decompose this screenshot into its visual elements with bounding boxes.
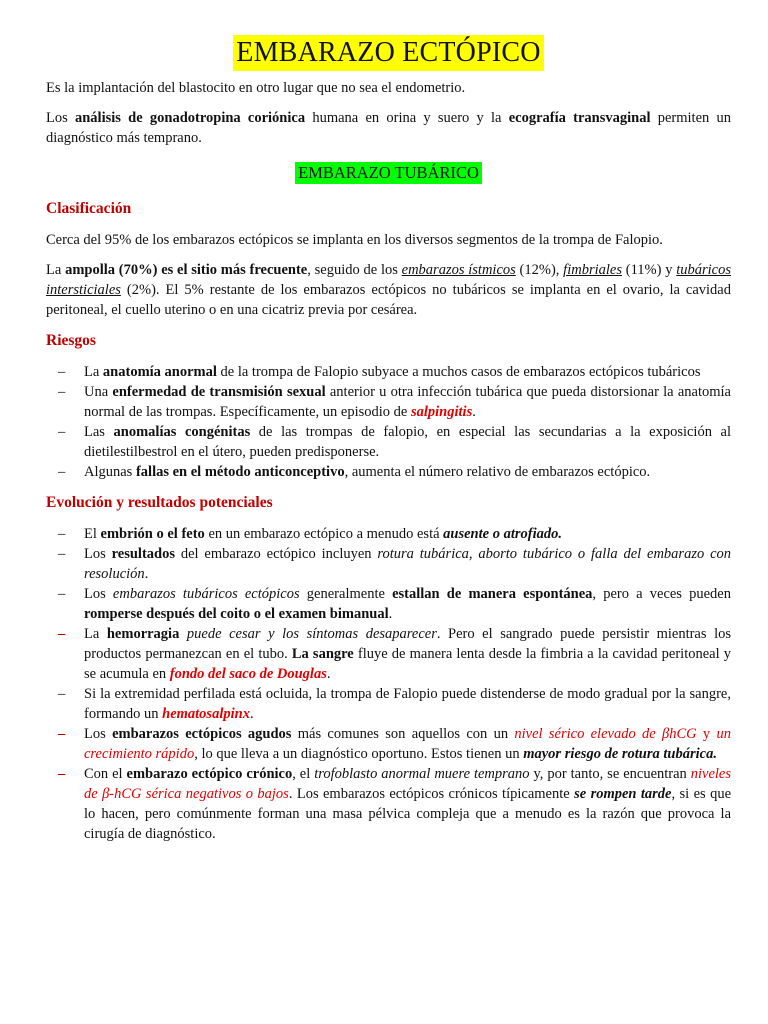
clasificacion-paragraph-2: La ampolla (70%) es el sitio más frecuente, seguido de los embarazos ístmicos (12%), fimbriales (11%) y tubáricos intersticiales (2%). El 5% restante de los embarazos ectópicos no tubáricos se implanta en el ovario, la cavidad peritoneal, el cuello uterino o en una cicatriz previa por cesárea. — [46, 262, 731, 318]
evolucion-list — [46, 524, 731, 844]
clasificacion-paragraph-1: Cerca del 95% de los embarazos ectópicos se implanta en los diversos segmentos de la trompa de Falopio. — [46, 232, 663, 248]
list-item: – Las anomalías congénitas de las trompas de falopio, en especial las secundarias a la exposición al dietilestilbestrol en el útero, pueden predisponerse. — [46, 422, 731, 462]
subtitle-block — [46, 162, 731, 190]
title-block — [46, 30, 731, 72]
heading-riesgos: Riesgos — [46, 332, 96, 349]
list-item: – La anatomía anormal de la trompa de Falopio subyace a muchos casos de embarazos ectópicos tubáricos — [46, 362, 731, 382]
intro-definition: Es la implantación del blastocito en otro lugar que no sea el endometrio. — [46, 80, 466, 96]
section-subtitle: EMBARAZO TUBÁRICO — [295, 162, 482, 184]
list-item: – Los resultados del embarazo ectópico incluyen rotura tubárica, aborto tubárico o falla del embarazo con resolución. — [46, 544, 731, 584]
heading-clasificacion: Clasificación — [46, 200, 132, 217]
riesgos-list — [46, 362, 731, 482]
list-item: – Si la extremidad perfilada está ocluida, la trompa de Falopio puede distenderse de modo gradual por la sangre, formando un hematosalpinx. — [46, 684, 731, 724]
list-item: – Una enfermedad de transmisión sexual anterior u otra infección tubárica que pueda distorsionar la anatomía normal de las trompas. Específicamente, un episodio de salpingitis. — [46, 382, 731, 422]
document-page — [46, 30, 731, 844]
heading-evolucion: Evolución y resultados potenciales — [46, 494, 273, 511]
list-item: – Algunas fallas en el método anticonceptivo, aumenta el número relativo de embarazos ectópico. — [46, 462, 731, 482]
list-item: – Los embarazos tubáricos ectópicos generalmente estallan de manera espontánea, pero a veces pueden romperse después del coito o el examen bimanual. — [46, 584, 731, 624]
page-title: EMBARAZO ECTÓPICO — [233, 35, 543, 71]
list-item: – La hemorragia puede cesar y los síntomas desaparecer. Pero el sangrado puede persistir mientras los productos permanezcan en el tubo. La sangre fluye de manera lenta desde la fimbria a la cavidad peritoneal y se acumula en fondo del saco de Douglas. — [46, 624, 731, 684]
intro-diagnosis: Los análisis de gonadotropina coriónica humana en orina y suero y la ecografía transvaginal permiten un diagnóstico más temprano. — [46, 110, 731, 146]
list-item: – El embrión o el feto en un embarazo ectópico a menudo está ausente o atrofiado. — [46, 524, 731, 544]
list-item: – Con el embarazo ectópico crónico, el trofoblasto anormal muere temprano y, por tanto, se encuentran niveles de β-hCG sérica negativos o bajos. Los embarazos ectópicos crónicos típicamente se rompen tarde, si es que lo hacen, pero comúnmente forman una masa pélvica compleja que a menudo es la razón que provoca la cirugía de diagnóstico. — [46, 764, 731, 844]
list-item: – Los embarazos ectópicos agudos más comunes son aquellos con un nivel sérico elevado de βhCG y un crecimiento rápido, lo que lleva a un diagnóstico oportuno. Estos tienen un mayor riesgo de rotura tubárica. — [46, 724, 731, 764]
